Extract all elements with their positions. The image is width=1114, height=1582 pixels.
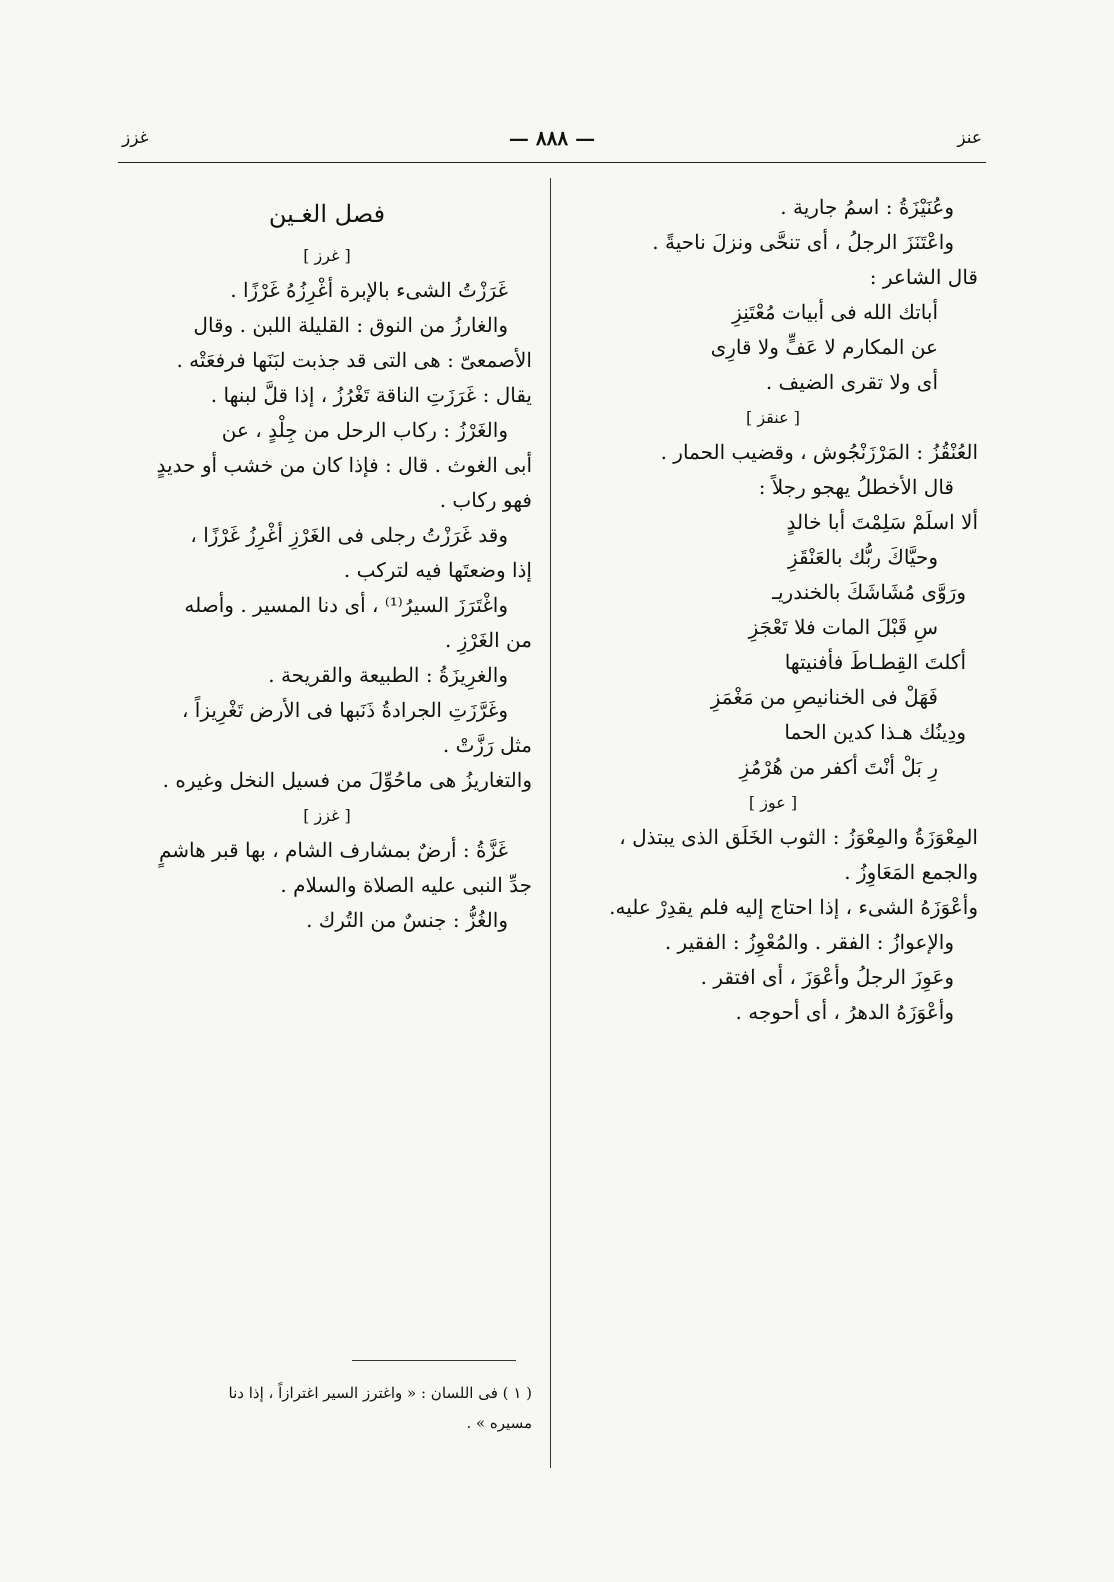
left-column-line: والغارزُ من النوق : القليلة اللبن . وقال	[193, 313, 508, 337]
left-column-line: واغْتَرَزَ السيرُ⁽¹⁾ ، أى دنا المسير . وأصله	[184, 593, 508, 617]
right-column-line: ودِينُك هـذا كدين الحما	[784, 720, 966, 744]
right-column-line: والإعوازُ : الفقر . والمُعْوِزُ : الفقير .	[664, 930, 954, 954]
left-column-line: والتغاريزُ هى ماحُوِّلَ من فسيل النخل وغيره .	[162, 768, 532, 792]
left-column-line: [ غزز ]	[303, 806, 351, 825]
right-column-line: أباتك الله فى أبيات مُعْتَنِزِ	[732, 300, 938, 324]
right-column-line: فَهَلْ فى الخنانيصِ من مَغْمَزِ	[710, 685, 938, 709]
right-column-line: وعُنَيْزَةُ : اسمُ جارية .	[780, 195, 954, 219]
left-column-line: من الغَرْزِ .	[444, 628, 532, 652]
right-column-line: [ عوز ]	[748, 793, 798, 812]
left-column-line: الأصمعىّ : هى التى قد جذبت لبَنَها فرفعَتْه .	[176, 348, 532, 372]
left-column-line: والغَرْزُ : ركاب الرحل من جِلْدٍ ، عن	[221, 418, 508, 442]
right-column-line: أى ولا تقرى الضيف .	[765, 370, 938, 394]
left-column-line: يقال : غَرَزَتِ الناقة تَغْرُزُ ، إذا قلَّ لبنها .	[210, 383, 532, 407]
right-column-line: المِعْوَزَةُ والمِعْوَزُ : الثوب الخَلَق الذى يبتذل ،	[619, 825, 978, 849]
right-column-line: أكلتَ القِطـاطَ فأفنيتها	[784, 650, 966, 674]
header-root-right: عنز	[957, 128, 982, 148]
right-column-line: ألا اسلَمْ سَلِمْتَ أبا خالدٍ	[786, 510, 978, 534]
right-column-line: وأعْوَزَهُ الشىء ، إذا احتاج إليه فلم يقدِرْ عليه.	[609, 895, 978, 919]
page-header	[118, 128, 986, 163]
right-column-line: وحيَّاكَ ربُّك بالعَنْقَزِ	[787, 545, 938, 569]
left-column-line: والغرِيزَةُ : الطبيعة والقريحة .	[268, 663, 508, 687]
page-number: — ٨٨٨ —	[508, 126, 596, 150]
left-column-line: فهو ركاب .	[439, 488, 532, 512]
left-column-line: فصل الغـين	[268, 200, 386, 228]
header-root-left: غزز	[122, 128, 149, 148]
footnote-rule	[352, 1360, 516, 1361]
right-column-line: قال الشاعر :	[869, 265, 978, 289]
right-column-line: العُنْقُزُ : المَرْزَنْجُوش ، وقضيب الحمار .	[660, 440, 978, 464]
footnote	[122, 1378, 532, 1438]
right-column	[568, 190, 978, 1030]
left-column-line: جدِّ النبى عليه الصلاة والسلام .	[280, 873, 532, 897]
left-column-line: وقد غَرَزْتُ رجلى فى الغَرْزِ أغْرِزُ غَرْزًا ،	[190, 523, 508, 547]
left-column	[122, 190, 532, 938]
left-column-line: مثل رَزَّتْ .	[442, 733, 532, 757]
right-column-line: سِ قَبْلَ المات فلا تَعْجَزِ	[748, 615, 938, 639]
left-column-line: وغَرَّزَتِ الجرادةُ ذَنَبها فى الأرض تَغْرِيزاً ،	[181, 698, 508, 722]
footnote-line: ( ١ ) فى اللسان : « واغترز السير اغترازاً ، إذا دنا	[228, 1384, 532, 1402]
right-column-line: [ عنقز ]	[746, 408, 800, 427]
right-column-line: عن المكارم لا عَفٍّ ولا قارِى	[710, 335, 938, 359]
column-divider	[550, 178, 551, 1468]
right-column-line: وأعْوَزَهُ الدهرُ ، أى أحوجه .	[735, 1000, 954, 1024]
left-column-line: والغُزُّ : جنسٌ من التُرك .	[306, 908, 508, 932]
right-column-line: رِ بَلْ أنْتَ أكفر من هُرْمُزِ	[739, 755, 938, 779]
right-column-line: والجمع المَعَاوِزُ .	[844, 860, 978, 884]
right-column-line: ورَوَّى مُشَاشَكَ بالخندريـ	[772, 580, 966, 604]
left-column-line: [ غرز ]	[303, 246, 351, 265]
left-column-line: غَزَّةُ : أرضٌ بمشارف الشام ، بها قبر هاشمٍ	[158, 838, 508, 862]
right-column-line: قال الأخطلُ يهجو رجلاً :	[758, 475, 954, 499]
right-column-line: وعَوِزَ الرجلُ وأعْوَزَ ، أى افتقر .	[700, 965, 954, 989]
left-column-line: أبى الغوث . قال : فإذا كان من خشب أو حديدٍ	[156, 453, 532, 477]
right-column-line: واعْتَنَزَ الرجلُ ، أى تنحَّى ونزلَ ناحيةً .	[652, 230, 954, 254]
left-column-line: إذا وضعتَها فيه لتركب .	[343, 558, 532, 582]
left-column-line: غَرَزْتُ الشىء بالإبرة أغْرِزُهُ غَرْزًا .	[230, 278, 508, 302]
footnote-line: مسيره » .	[466, 1414, 532, 1432]
